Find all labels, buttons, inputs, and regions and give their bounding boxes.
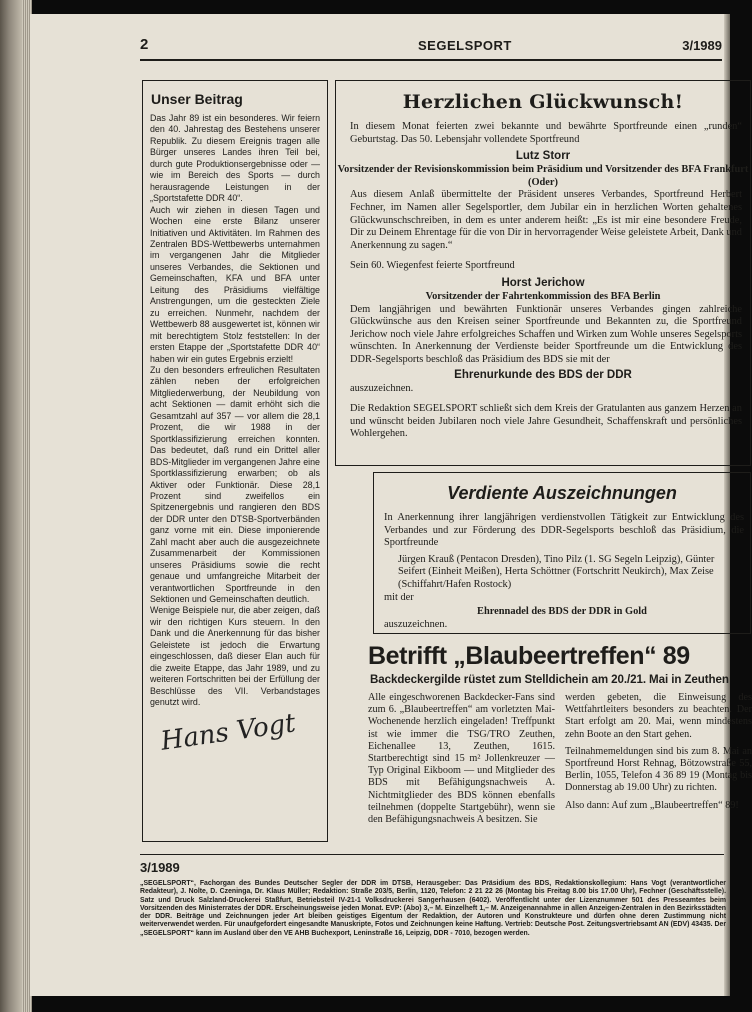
header-rule xyxy=(140,59,722,61)
article-paragraph: Alle eingeschworenen Backdecker-Fans sind zum 6. „Blaubeertreffen“ am vorletzten Mai-Wochenende herzlich eingeladen! Treffpunkt ist wie immer die TSG/TRO Zeuthen, Eichenallee 13, Zeuthen, 1615. Startberechtigt sind 15 m² Jollenkreuzer — Typ Original Eikboom — und Mitglieder des BDS mit Befähigungsnachweis A. Nichtmitglieder des BDS können ebenfalls teilnehmen (doppelte Startgebühr), wenn sie den Befähigungsnachweis A besitzen. Sie xyxy=(368,692,555,826)
honoree-name-1: Lutz Storr xyxy=(515,150,571,163)
congratulations-intro: In diesem Monat feierten zwei bekannte und bewährte Sportfreunde einen „runden“ Geburtstag. Das 50. Lebensjahr vollendete Sportfreund xyxy=(350,121,742,145)
honoree-name-2: Horst Jerichow xyxy=(501,276,585,289)
editorial-paragraph: Das Jahr 89 ist ein besonderes. Wir feiern den 40. Jahrestag des Bestehens unserer Republik. Zu diesem Ereignis tragen alle Bürger unseres Landes ihren Teil bei, durch gute Produktionsergebnisse oder — wie im Bereich des Sports — durch herausragende Leistungen in der „Sportstafette DDR 40“. xyxy=(150,113,320,204)
awards-after: auszuzeichnen. xyxy=(384,619,448,631)
award-after: auszuzeichnen. xyxy=(350,382,414,394)
congratulations-intro-2: Sein 60. Wiegenfest feierte Sportfreund xyxy=(350,260,515,272)
page-header xyxy=(30,36,730,58)
congratulations-title: Herzlichen Glückwunsch! xyxy=(402,91,684,113)
awards-title: Verdiente Auszeichnungen xyxy=(447,483,677,503)
magazine-title: SEGELSPORT xyxy=(418,38,512,53)
article-paragraph: werden gebeten, die Einweisung des Wettfahrtleiters besonders zu beachten. Der Start erfolgt am 20. Mai, wenn mindestens zehn Boote an den Start gehen. xyxy=(565,692,752,740)
handwritten-signature: Hans Vogt xyxy=(158,707,298,757)
article-column-2 xyxy=(565,692,752,831)
awarded-names: Jürgen Krauß (Pentacon Dresden), Tino Pilz (1. SG Segeln Leipzig), Günter Seifert (Einheit Meißen), Herta Schöttner (Fortschritt Neukirch), Max Zeise (Schiffahrt/Hafen Rostock) xyxy=(398,553,715,590)
article-subheadline: Backdeckergilde rüstet zum Stelldichein am 20./21. Mai in Zeuthen xyxy=(370,673,729,686)
article-paragraph: Also dann: Auf zum „Blaubeertreffen“ 89! xyxy=(565,799,739,811)
editorial-title: Unser Beitrag xyxy=(151,91,243,107)
article-paragraph: Teilnahmemeldungen sind bis zum 8. Mai an Sportfreund Horst Rehnag, Bötzowstraße 55, Berlin, 1055, Telefon 4 36 89 19 (Montag bis Donnerstag ab 19.00 Uhr) zu richten. xyxy=(565,745,752,794)
awards-box xyxy=(373,472,751,634)
blaubeer-article xyxy=(368,642,752,831)
awards-intro: In Anerkennung ihrer langjährigen verdienstvollen Tätigkeit zur Entwicklung des Verbandes und zur Förderung des DDR-Segelsports beschloß das Präsidium, die Sportfreunde xyxy=(384,512,744,549)
congratulations-closing: Die Redaktion SEGELSPORT schließt sich dem Kreis der Gratulanten aus ganzem Herzen an und wünscht beiden Jubilaren noch viele Jahre Gesundheit, Schaffenskraft und persönliches Wohlergehen. xyxy=(350,403,742,440)
medal-title: Ehrennadel des BDS der DDR in Gold xyxy=(477,606,647,618)
congratulations-text-2: Dem langjährigen und bewährten Funktionär unseres Verbandes gingen zahlreiche Glückwünsche aus den Kreisen seiner Sportfreunde und Bekannten zu, die Sportfreund Jerichow noch viele Jahre erfolgreiches Schaffen und Wirken zum Wohle unseres Segelsports wünschten. In Anerkennung der Verdienste beider Sportfreunde um die Entwicklung des DDR-Segelsports beschloß das Präsidium des BDS sie mit der xyxy=(350,303,742,365)
editorial-paragraph: Wenige Beispiele nur, die aber zeigen, daß wir den richtigen Kurs steuern. In den Dank und die Anerkennung für das bisher Geleistete ist jedoch die Erwartung eingeschlossen, daß dieser Elan auch für die zweite Etappe, das Jahr 1989, und zu weiteren Fortschritten bei der Erfüllung der Beschlüsse des VII. Verbandstages genutzt wird. xyxy=(150,605,320,708)
article-headline: Betrifft „Blaubeertreffen“ 89 xyxy=(368,642,690,670)
congratulations-box xyxy=(335,80,751,466)
congratulations-text-1: Aus diesem Anlaß übermittelte der Präsident unseres Verbandes, Sportfreund Herbert Fechner, im Namen aller Segelsportler, dem Jubilar ein in herzlichen Worten gehaltenes Glückwunschschreiben, in dem es unter anderem heißt: „Es ist mir eine besondere Freude, Dir zu Deinem Ehrentage für die von Dir in hervorragender Weise geleistete Arbeit, Dank und Anerkennung zu sagen.“ xyxy=(350,189,742,251)
article-column-1 xyxy=(368,692,555,831)
imprint-text: „SEGELSPORT“, Fachorgan des Bundes Deutscher Segler der DDR im DTSB, Herausgeber: Das Präsidium des BDS, Redaktionskollegium: Hans Vogt (verantwortlicher Redakteur), J. Nolte, D. Czeninga, Dr. Klaus Müller; Redaktion: Straße 203/5, Berlin, 1120, Telefon: 2 21 22 26 (Montag bis Freitag 8.00 bis 17.00 Uhr), Fechner (Geschäftsstelle). Satz und Druck Salzland-Druckerei Staßfurt, Betriebsteil IV-21-1 Volksdruckerei Sangerhausen (6402). Veröffentlicht unter der Lizenznummer 501 des Presseamtes beim Vorsitzenden des Ministerrates der DDR. Erscheinungsweise jeden Monat. EVP: (Abo) 3,– M. Einzelheft 1,– M. Anzeigenannahme in allen Anzeigen-Zentralen in den Bezirksstädten der DDR. Beiträge und Zeichnungen jeder Art bleiben geistiges Eigentum der Redaktion, der Autoren und Konstrukteure und dürfen ohne deren Zustimmung nicht weiterverwendet werden. Für unaufgefordert eingesandte Manuskripte, Fotos und Zeichnungen keine Haftung. Vertrieb: Deutsche Post. Zeitungsvertriebsamt AN (EDV) 43435. Der „SEGELSPORT“ kann im Ausland über den VE AHB Buchexport, Leninstraße 16, Leipzig, DDR - 7010, bezogen werden. xyxy=(140,880,726,937)
magazine-page xyxy=(30,14,752,996)
footer-rule xyxy=(140,854,724,855)
honoree-role-1: Vorsitzender der Revisionskommission beim Präsidium und Vorsitzender des BFA Frankfurt (Oder) xyxy=(337,164,749,188)
editorial-paragraph: Auch wir ziehen in diesen Tagen und Wochen eine erste Bilanz unserer Initiativen und Aktivitäten. Im Rahmen des Zentralen BDS-Wettbewerbs unternahmen im vergangenen Jahr die Mitglieder unseres Verbandes, die Sektionen und Gemeinschaften, KFA und BFA unter Leitung des Präsidiums vielfältige Anstrengungen, um die gesteckten Ziele zu erreichen. Nunmehr, nachdem der Wettbewerb 88 ausgewertet ist, können wir mit berechtigtem Stolz feststellen: In der ersten Etappe der „Sportstafette DDR 40“ haben wir ein gutes Ergebnis erzielt! xyxy=(150,204,320,364)
honoree-role-2: Vorsitzender der Fahrtenkommission des BFA Berlin xyxy=(425,290,661,302)
article-columns xyxy=(368,692,752,831)
editorial-box xyxy=(142,80,328,842)
award-title: Ehrenurkunde des BDS der DDR xyxy=(454,368,632,381)
editorial-paragraph: Zu den besonders erfreulichen Resultaten zählen neben der erfolgreichen Mitgliederwerbung, der Neubildung von acht Sektionen — damit erhöht sich die Gesamtzahl auf 357 — vor allem die 28,1 Prozent, die wir 1988 in der Sportklassifizierung erreichen konnten. Das bedeutet, daß rund ein Drittel aller BDS-Mitglieder im vergangenen Jahre eine Sportklassifizierung erwarben; ob als Aktiver oder Funktionär. Diese 28,1 Prozent sind zweifellos ein Spitzenergebnis und rangieren den BDS der DDR unter den DTSB-Sportverbänden ganz vorne mit ein. Diese imponierende Zahl macht aber auch die ausgezeichnete Zusammenarbeit der Kommissionen unseres Präsidiums sowie die recht genaue und umfangreiche Mitarbeit der verantwortlichen Sportfreunde in den Sektionen und Gemeinschaften deutlich. xyxy=(150,364,320,605)
awards-mit-der: mit der xyxy=(384,591,414,603)
issue-label: 3/1989 xyxy=(682,38,722,53)
imprint-issue: 3/1989 xyxy=(140,860,180,875)
page-number: 2 xyxy=(140,36,149,53)
